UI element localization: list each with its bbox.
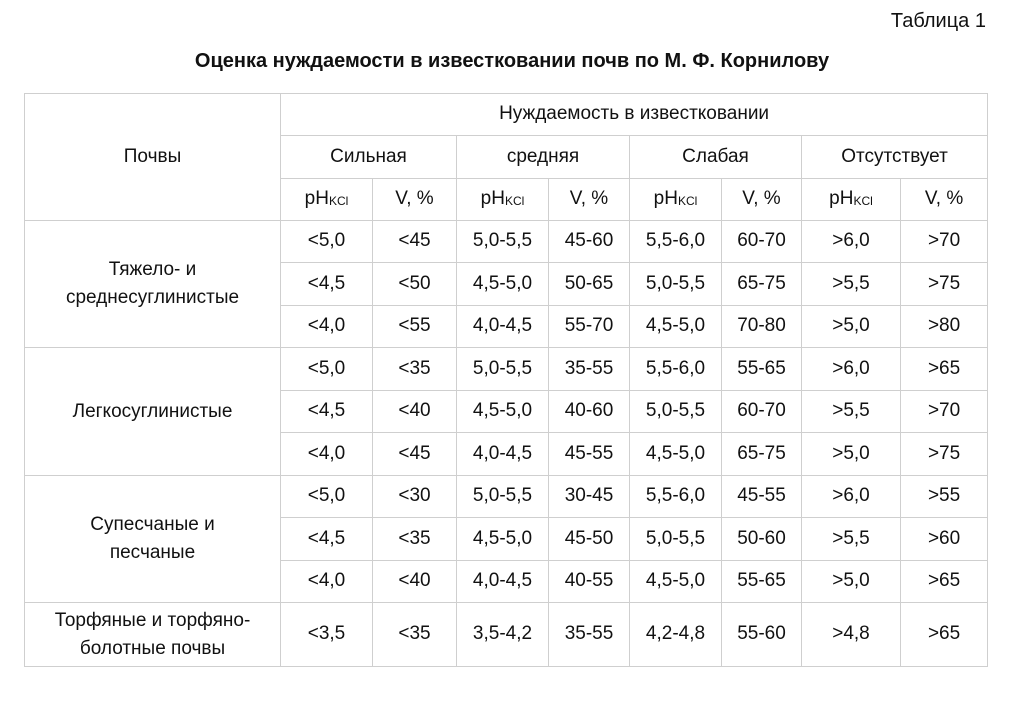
cell: >70: [901, 391, 988, 433]
cell: >5,5: [802, 263, 901, 306]
cell: >6,0: [802, 221, 901, 263]
ph-header: pHKCl: [457, 179, 549, 221]
cell: >5,0: [802, 561, 901, 603]
cell: 45-55: [722, 476, 802, 518]
cell: 50-65: [549, 263, 630, 306]
cell: 55-65: [722, 348, 802, 391]
cell: 4,5-5,0: [630, 561, 722, 603]
cell: 40-55: [549, 561, 630, 603]
cell: >4,8: [802, 603, 901, 667]
cell: >75: [901, 263, 988, 306]
level-header-strong: Сильная: [281, 136, 457, 179]
cell: 4,5-5,0: [630, 306, 722, 348]
cell: 45-55: [549, 433, 630, 476]
ph-header: pHKCl: [802, 179, 901, 221]
v-header: V, %: [722, 179, 802, 221]
level-header-medium: средняя: [457, 136, 630, 179]
soils-header: Почвы: [25, 94, 281, 221]
cell: >75: [901, 433, 988, 476]
soil-group-sandy: Супесчаные и песчаные: [25, 476, 281, 603]
cell: 45-60: [549, 221, 630, 263]
v-header: V, %: [373, 179, 457, 221]
cell: <35: [373, 603, 457, 667]
cell: <35: [373, 518, 457, 561]
cell: 5,5-6,0: [630, 476, 722, 518]
cell: 5,0-5,5: [457, 476, 549, 518]
cell: <45: [373, 221, 457, 263]
cell: 55-65: [722, 561, 802, 603]
cell: >65: [901, 348, 988, 391]
cell: 35-55: [549, 348, 630, 391]
level-header-weak: Слабая: [630, 136, 802, 179]
cell: <5,0: [281, 221, 373, 263]
cell: 5,0-5,5: [630, 263, 722, 306]
cell: 5,0-5,5: [457, 348, 549, 391]
cell: <50: [373, 263, 457, 306]
cell: >80: [901, 306, 988, 348]
cell: 5,0-5,5: [630, 391, 722, 433]
cell: 65-75: [722, 263, 802, 306]
table-row: [25, 348, 988, 391]
cell: <4,0: [281, 561, 373, 603]
cell: 70-80: [722, 306, 802, 348]
cell: <40: [373, 561, 457, 603]
cell: >5,5: [802, 391, 901, 433]
cell: 5,0-5,5: [457, 221, 549, 263]
cell: <5,0: [281, 476, 373, 518]
cell: <45: [373, 433, 457, 476]
cell: 4,0-4,5: [457, 561, 549, 603]
cell: 4,5-5,0: [630, 433, 722, 476]
cell: <30: [373, 476, 457, 518]
need-header: Нуждаемость в известковании: [281, 94, 988, 136]
cell: 60-70: [722, 221, 802, 263]
cell: 45-50: [549, 518, 630, 561]
cell: >5,0: [802, 433, 901, 476]
cell: <3,5: [281, 603, 373, 667]
cell: >55: [901, 476, 988, 518]
cell: >65: [901, 603, 988, 667]
table-row: [25, 221, 988, 263]
cell: >60: [901, 518, 988, 561]
cell: <4,5: [281, 518, 373, 561]
cell: 4,0-4,5: [457, 433, 549, 476]
ph-header: pHKCl: [630, 179, 722, 221]
cell: 4,5-5,0: [457, 263, 549, 306]
table-number: Таблица 1: [890, 10, 986, 32]
soil-group-peat: Торфяные и торфяно- болотные почвы: [25, 603, 281, 667]
cell: 40-60: [549, 391, 630, 433]
v-header: V, %: [549, 179, 630, 221]
cell: 30-45: [549, 476, 630, 518]
cell: 55-70: [549, 306, 630, 348]
cell: <40: [373, 391, 457, 433]
cell: 4,5-5,0: [457, 391, 549, 433]
cell: <55: [373, 306, 457, 348]
cell: >6,0: [802, 476, 901, 518]
cell: >65: [901, 561, 988, 603]
cell: >6,0: [802, 348, 901, 391]
soil-group-light-loam: Легкосуглинистые: [25, 348, 281, 476]
ph-header: pHKCl: [281, 179, 373, 221]
level-header-none: Отсутствует: [802, 136, 988, 179]
cell: 4,5-5,0: [457, 518, 549, 561]
cell: >5,5: [802, 518, 901, 561]
cell: 5,0-5,5: [630, 518, 722, 561]
cell: 35-55: [549, 603, 630, 667]
cell: <4,5: [281, 391, 373, 433]
v-header: V, %: [901, 179, 988, 221]
cell: <4,0: [281, 306, 373, 348]
cell: 4,2-4,8: [630, 603, 722, 667]
table-title: Оценка нуждаемости в известковании почв по М. Ф. Корнилову: [194, 50, 830, 72]
cell: 5,5-6,0: [630, 348, 722, 391]
table-row: [25, 476, 988, 518]
header-row-top: [25, 94, 988, 136]
cell: 55-60: [722, 603, 802, 667]
cell: <4,0: [281, 433, 373, 476]
soil-group-heavy-loam: Тяжело- и среднесуглинистые: [25, 221, 281, 348]
cell: 60-70: [722, 391, 802, 433]
cell: <35: [373, 348, 457, 391]
table-row: [25, 603, 988, 667]
cell: 4,0-4,5: [457, 306, 549, 348]
cell: >70: [901, 221, 988, 263]
cell: 50-60: [722, 518, 802, 561]
liming-need-table: [24, 93, 988, 667]
cell: 3,5-4,2: [457, 603, 549, 667]
cell: <4,5: [281, 263, 373, 306]
cell: >5,0: [802, 306, 901, 348]
cell: 65-75: [722, 433, 802, 476]
cell: <5,0: [281, 348, 373, 391]
cell: 5,5-6,0: [630, 221, 722, 263]
